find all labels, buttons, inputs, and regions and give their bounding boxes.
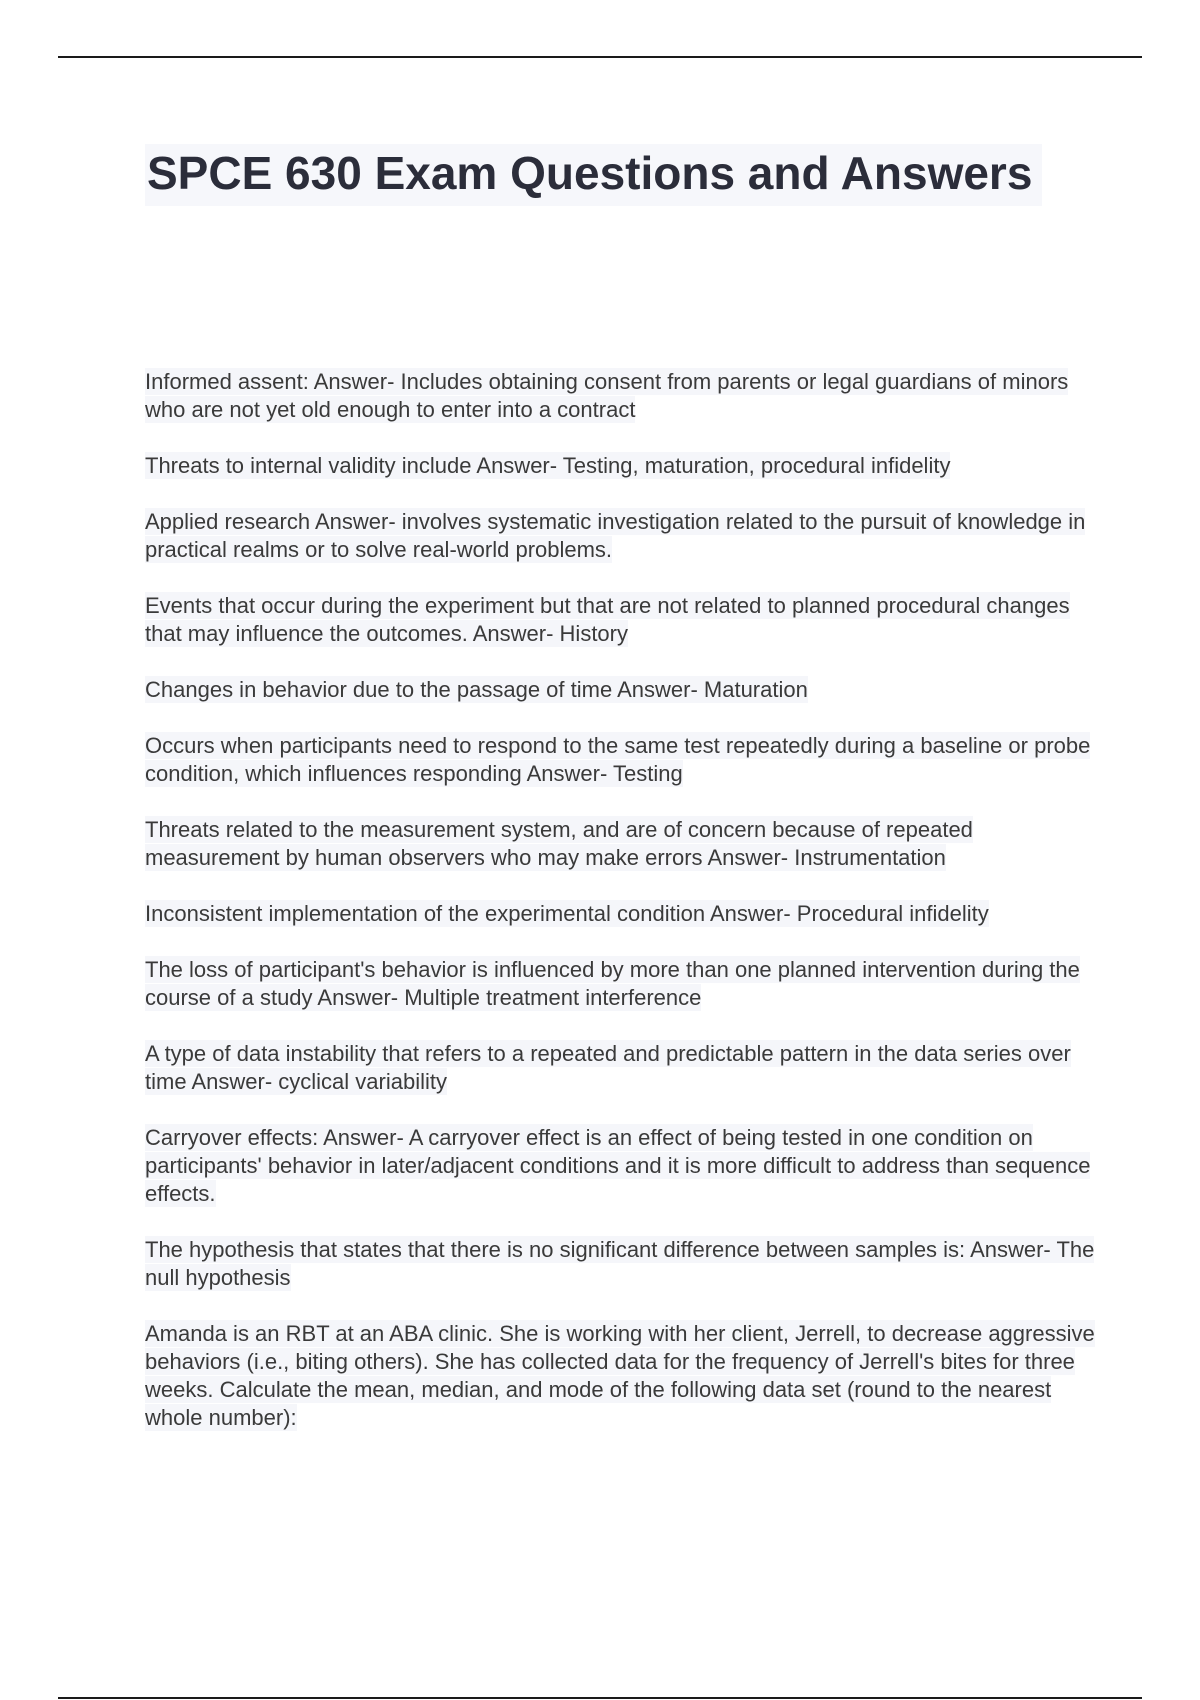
qa-item bbox=[145, 452, 1100, 480]
qa-text: Changes in behavior due to the passage of time Answer- Maturation bbox=[145, 677, 808, 702]
qa-item bbox=[145, 956, 1100, 1012]
qa-item bbox=[145, 1124, 1100, 1208]
qa-text: Threats to internal validity include Answer- Testing, maturation, procedural infidelity bbox=[145, 453, 951, 478]
top-rule bbox=[58, 56, 1142, 58]
qa-text: Events that occur during the experiment but that are not related to planned procedural changes that may influence the outcomes. Answer- History bbox=[145, 593, 1070, 646]
qa-text: Inconsistent implementation of the experimental condition Answer- Procedural infidelity bbox=[145, 901, 989, 926]
qa-item bbox=[145, 900, 1100, 928]
qa-item bbox=[145, 1320, 1100, 1432]
qa-list bbox=[145, 368, 1100, 1460]
qa-item bbox=[145, 1040, 1100, 1096]
document-title: SPCE 630 Exam Questions and Answers bbox=[145, 144, 1042, 206]
qa-item bbox=[145, 816, 1100, 872]
qa-text: Threats related to the measurement system, and are of concern because of repeated measurement by human observers who may make errors Answer- Instrumentation bbox=[145, 817, 973, 870]
qa-text: A type of data instability that refers to a repeated and predictable pattern in the data series over time Answer- cyclical variability bbox=[145, 1041, 1071, 1094]
bottom-rule bbox=[58, 1697, 1142, 1699]
qa-text: The hypothesis that states that there is no significant difference between samples is: Answer- The null hypothesis bbox=[145, 1237, 1095, 1290]
qa-text: Carryover effects: Answer- A carryover effect is an effect of being tested in one condition on participants' behavior in later/adjacent conditions and it is more difficult to address than sequence effects. bbox=[145, 1125, 1091, 1206]
qa-text: Amanda is an RBT at an ABA clinic. She is working with her client, Jerrell, to decrease aggressive behaviors (i.e., biting others). She has collected data for the frequency of Jerrell's bites for three weeks. Calculate the mean, median, and mode of the following data set (round to the nearest whole number): bbox=[145, 1321, 1095, 1430]
qa-item bbox=[145, 732, 1100, 788]
qa-item bbox=[145, 592, 1100, 648]
qa-item bbox=[145, 1236, 1100, 1292]
qa-item bbox=[145, 368, 1100, 424]
qa-text: The loss of participant's behavior is influenced by more than one planned intervention during the course of a study Answer- Multiple treatment interference bbox=[145, 957, 1080, 1010]
qa-text: Applied research Answer- involves systematic investigation related to the pursuit of knowledge in practical realms or to solve real-world problems. bbox=[145, 509, 1086, 562]
qa-item bbox=[145, 508, 1100, 564]
qa-text: Informed assent: Answer- Includes obtaining consent from parents or legal guardians of minors who are not yet old enough to enter into a contract bbox=[145, 369, 1069, 422]
qa-item bbox=[145, 676, 1100, 704]
qa-text: Occurs when participants need to respond to the same test repeatedly during a baseline or probe condition, which influences responding Answer- Testing bbox=[145, 733, 1091, 786]
